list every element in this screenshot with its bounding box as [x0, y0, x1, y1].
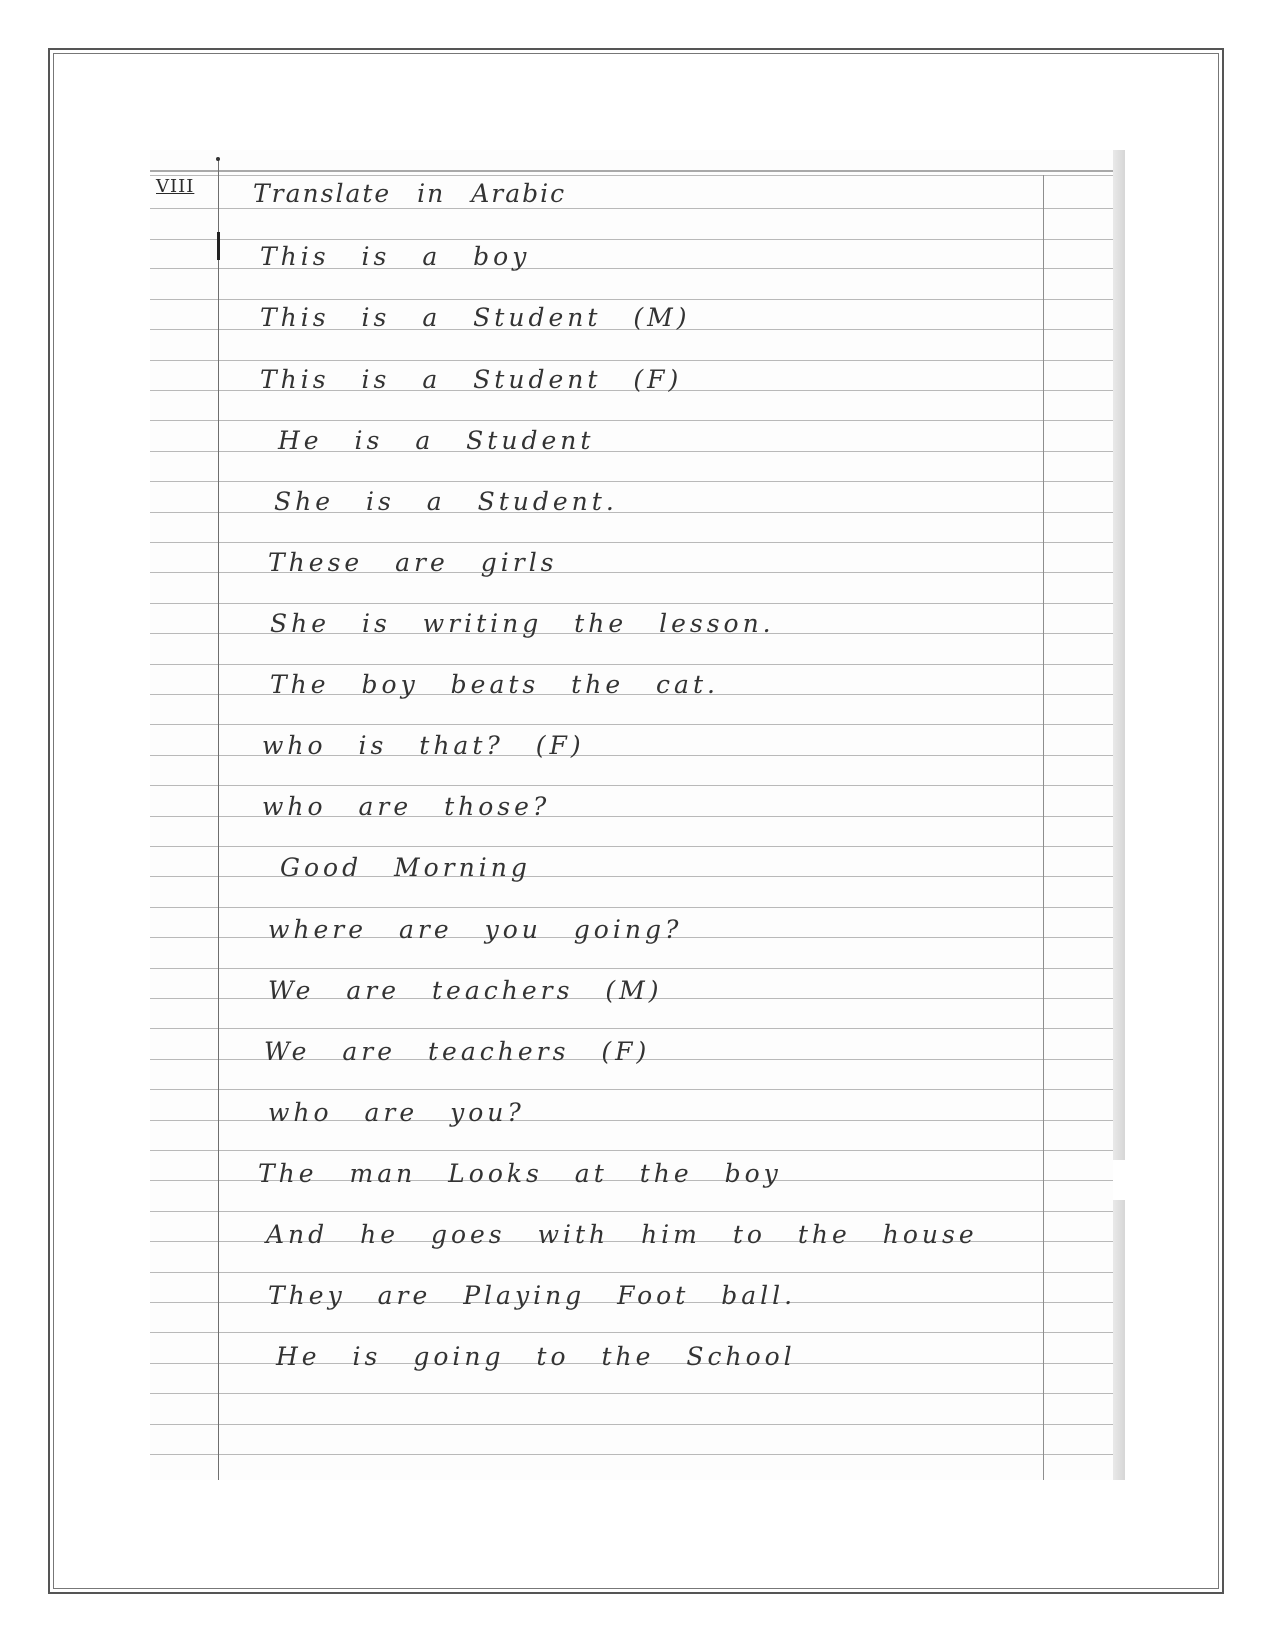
pen-tick [217, 232, 220, 260]
ruled-line [150, 175, 1113, 176]
ruled-line [150, 239, 1113, 240]
sentence-line: She is writing the lesson. [270, 609, 775, 638]
ruled-line [150, 1272, 1113, 1273]
sentence-line: who are those? [262, 792, 551, 821]
section-number: VIII [156, 176, 195, 197]
ruled-line [150, 846, 1113, 847]
ruled-line [150, 420, 1113, 421]
margin-dot [216, 157, 220, 161]
ruled-line [150, 907, 1113, 908]
sheet-edge-notch [1113, 1160, 1125, 1200]
ruled-line [150, 785, 1113, 786]
sentence-line: He is going to the School [276, 1342, 796, 1371]
sentence-line: We are teachers (F) [264, 1037, 651, 1066]
sentence-line: She is a Student. [274, 487, 618, 516]
ruled-line [150, 1150, 1113, 1151]
sentence-line: He is a Student [278, 426, 595, 455]
sentence-line: who are you? [268, 1098, 525, 1127]
ruled-line [150, 968, 1113, 969]
ruled-line [150, 1332, 1113, 1333]
ruled-line [150, 1089, 1113, 1090]
ruled-line [150, 1393, 1113, 1394]
ruled-line [150, 542, 1113, 543]
sentence-line: who is that? (F) [262, 731, 585, 760]
ruled-line [150, 724, 1113, 725]
ruled-line [150, 1424, 1113, 1425]
sentence-line: The boy beats the cat. [270, 670, 719, 699]
sentence-line: This is a Student (M) [260, 303, 691, 332]
sheet-edge-shadow [1113, 150, 1125, 1480]
ruled-line [150, 1211, 1113, 1212]
sentence-line: We are teachers (M) [268, 976, 663, 1005]
sentence-line: These are girls [268, 548, 558, 577]
sentence-line: The man Looks at the boy [258, 1159, 782, 1188]
ruled-line [150, 360, 1113, 361]
ruled-line [150, 208, 1113, 209]
heading: Translate in Arabic [253, 179, 567, 208]
sentence-line: Good Morning [280, 853, 531, 882]
sentence-line: This is a Student (F) [260, 365, 683, 394]
sentence-line: And he goes with him to the house [266, 1220, 978, 1249]
ruled-line [150, 603, 1113, 604]
ruled-line [150, 481, 1113, 482]
margin-line-left [218, 160, 219, 1480]
ruled-line [150, 1028, 1113, 1029]
ruled-line [150, 170, 1113, 172]
ruled-line [150, 1454, 1113, 1455]
sentence-line: This is a boy [260, 242, 531, 271]
ruled-line [150, 664, 1113, 665]
margin-line-right [1043, 175, 1044, 1480]
ruled-line [150, 299, 1113, 300]
sentence-line: They are Playing Foot ball. [268, 1281, 797, 1310]
sentence-line: where are you going? [268, 915, 683, 944]
notebook-sheet [150, 150, 1125, 1480]
